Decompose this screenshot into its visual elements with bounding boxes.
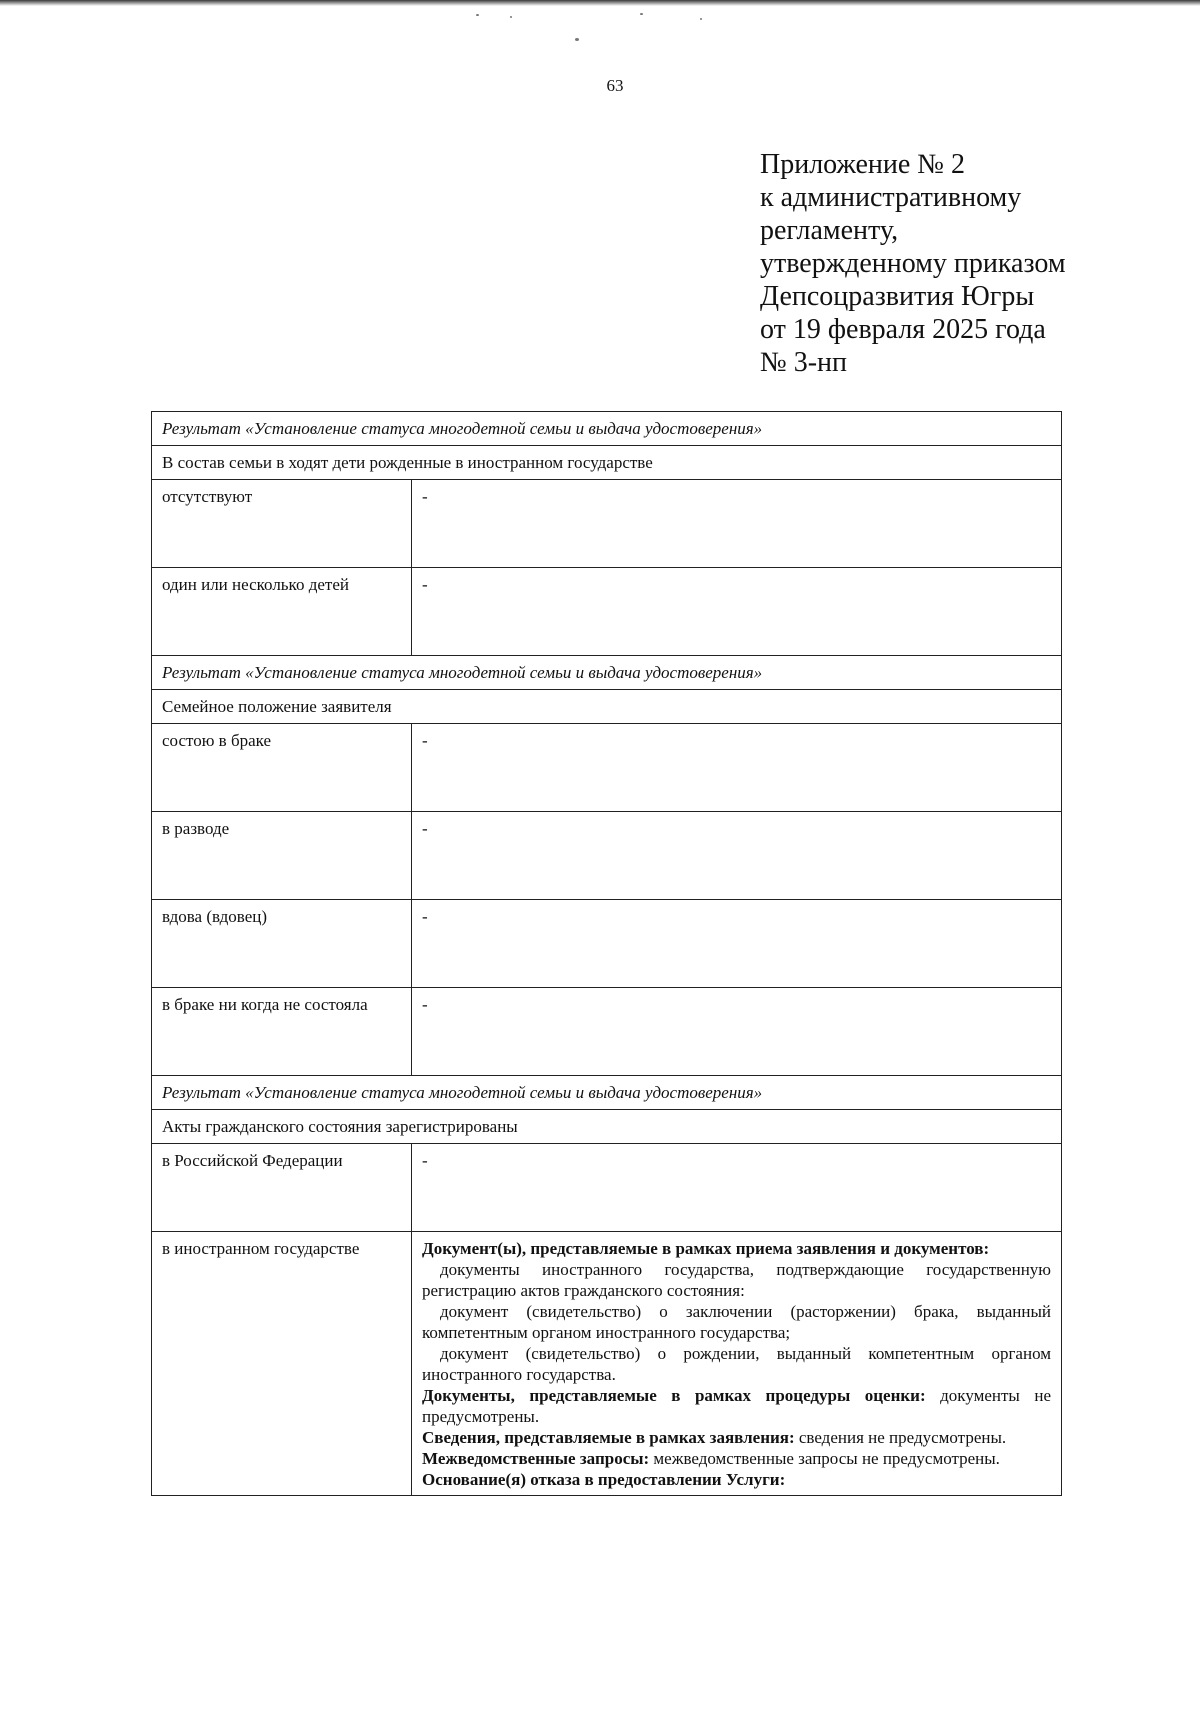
option-row (152, 1232, 1062, 1496)
appendix-line: № 3-нп (760, 347, 848, 378)
option-row (152, 1144, 1062, 1232)
doc-item: документ (свидетельство) о рождении, выданный компетентным органом иностранного государства. (422, 1344, 1052, 1384)
option-row (152, 988, 1062, 1076)
option-row (152, 480, 1062, 568)
option-row (152, 724, 1062, 812)
option-detail (412, 1232, 1062, 1496)
option-value: - (412, 1144, 1062, 1232)
result-title: Результат «Установление статуса многодетной семьи и выдача удостоверения» (152, 656, 1062, 690)
docs-intro: документы иностранного государства, подтверждающие государственную регистрацию актов гражданского состояния: (422, 1260, 1052, 1300)
appendix-line: к административному (760, 182, 1022, 213)
appendix-line: регламенту, (760, 215, 899, 246)
eval-heading: Документы, представляемые в рамках процедуры оценки: (422, 1386, 926, 1405)
scan-speck (476, 14, 479, 16)
appendix-line: утвержденному приказом (760, 248, 1066, 279)
criterion-row (152, 1110, 1062, 1144)
option-value: - (412, 724, 1062, 812)
option-row (152, 900, 1062, 988)
refusal-heading: Основание(я) отказа в предоставлении Услуги: (422, 1470, 786, 1489)
criterion-title: Семейное положение заявителя (152, 690, 1062, 724)
result-title: Результат «Установление статуса многодетной семьи и выдача удостоверения» (152, 412, 1062, 446)
option-value: - (412, 568, 1062, 656)
scan-edge (0, 0, 1200, 6)
option-value: - (412, 900, 1062, 988)
appendix-line: Депсоцразвития Югры (760, 281, 1035, 312)
scan-speck (575, 38, 579, 41)
option-value: - (412, 812, 1062, 900)
result-title: Результат «Установление статуса многодетной семьи и выдача удостоверения» (152, 1076, 1062, 1110)
option-label: один или несколько детей (152, 568, 412, 656)
option-label: состою в браке (152, 724, 412, 812)
option-row (152, 568, 1062, 656)
result-row (152, 656, 1062, 690)
docs-heading: Документ(ы), представляемые в рамках приема заявления и документов: (422, 1239, 990, 1258)
option-label: отсутствуют (152, 480, 412, 568)
option-label: в иностранном государстве (152, 1232, 412, 1496)
appendix-heading (760, 148, 1066, 379)
scan-speck (700, 18, 702, 20)
criterion-title: В состав семьи в ходят дети рожденные в иностранном государстве (152, 446, 1062, 480)
eval-text: документы не предусмотрены. (422, 1386, 1052, 1426)
option-label: в браке ни когда не состояла (152, 988, 412, 1076)
criterion-row (152, 446, 1062, 480)
option-row (152, 812, 1062, 900)
result-row (152, 1076, 1062, 1110)
info-text: сведения не предусмотрены. (798, 1428, 1007, 1447)
regulation-table (151, 411, 1062, 1496)
option-label: в разводе (152, 812, 412, 900)
option-label: вдова (вдовец) (152, 900, 412, 988)
page-number: 63 (606, 76, 624, 95)
appendix-line: от 19 февраля 2025 года (760, 314, 1046, 345)
result-row (152, 412, 1062, 446)
interdept-heading: Межведомственные запросы: (422, 1449, 650, 1468)
scan-speck (510, 16, 512, 18)
scan-speck (640, 13, 643, 15)
option-value: - (412, 988, 1062, 1076)
criterion-title: Акты гражданского состояния зарегистрированы (152, 1110, 1062, 1144)
info-heading: Сведения, представляемые в рамках заявления: (422, 1428, 795, 1447)
appendix-line: Приложение № 2 (760, 149, 965, 180)
option-value: - (412, 480, 1062, 568)
option-label: в Российской Федерации (152, 1144, 412, 1232)
doc-item: документ (свидетельство) о заключении (расторжении) брака, выданный компетентным органом иностранного государства; (422, 1302, 1052, 1342)
criterion-row (152, 690, 1062, 724)
interdept-text: межведомственные запросы не предусмотрены. (653, 1449, 1000, 1468)
